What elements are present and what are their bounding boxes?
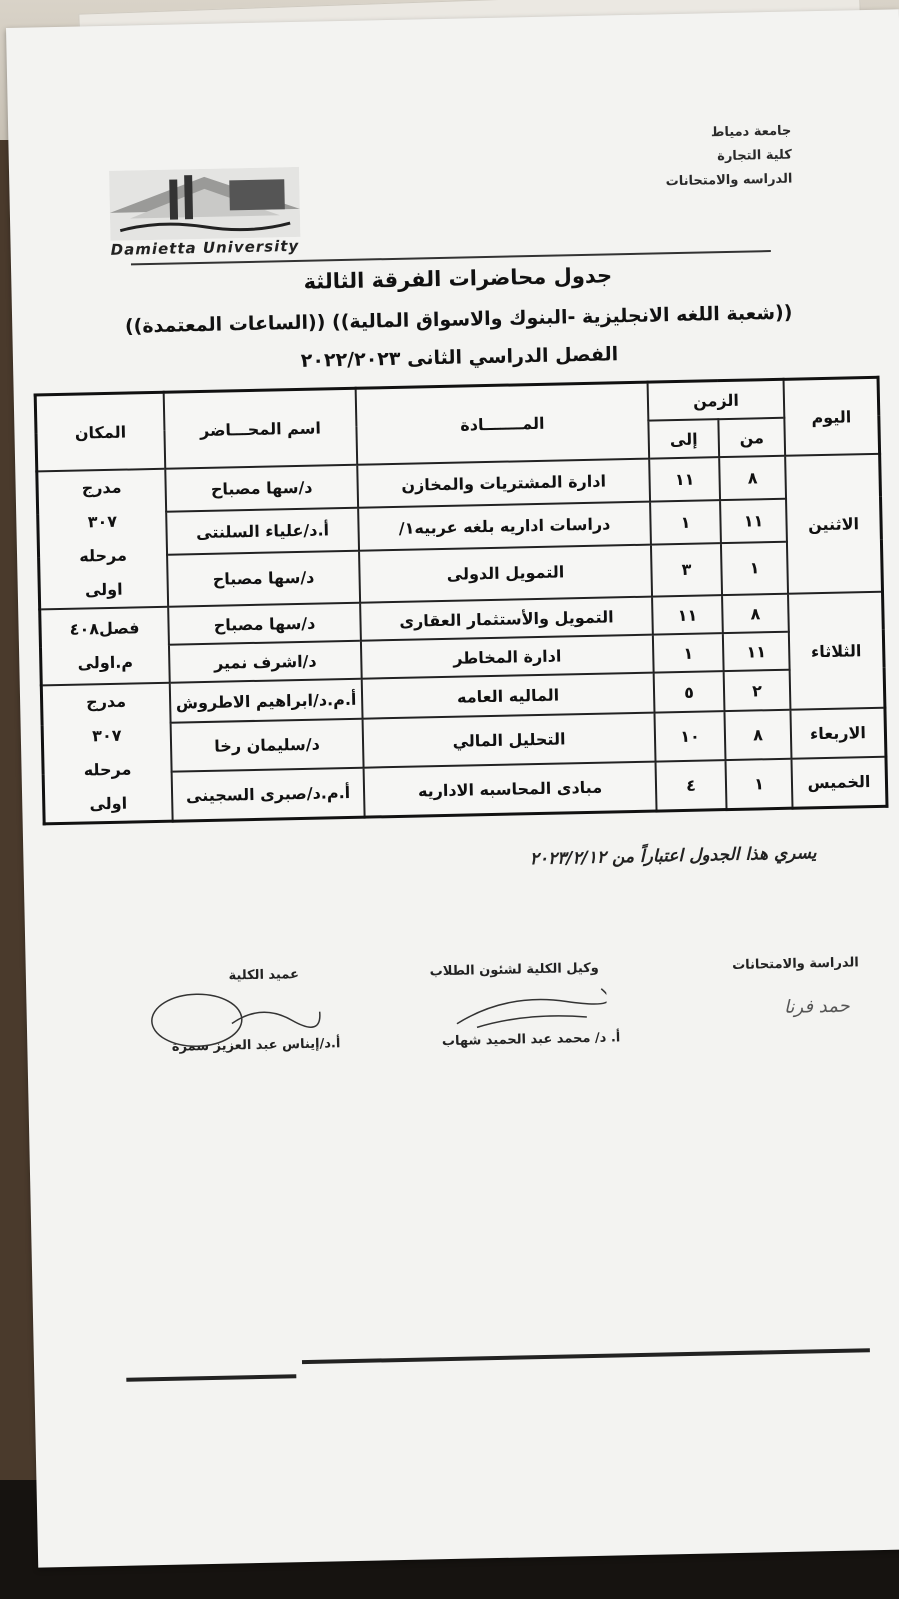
day-cell-wednesday: الاربعاء <box>790 708 886 759</box>
subject-cell: دراسات اداريه بلغه عربيه١/ <box>358 502 651 551</box>
day-cell-tuesday: الثلاثاء <box>788 592 885 710</box>
subject-cell: التمويل والأستثمار العقارى <box>360 597 653 641</box>
subject-cell: ادارة المخاطر <box>361 635 654 679</box>
exams-dept-title: الدراسة والامتحانات <box>731 955 859 973</box>
place-line: فصل٤٠٨ <box>69 618 140 639</box>
subject-cell: الماليه العامه <box>362 673 655 719</box>
subject-cell: مبادى المحاسبه الاداريه <box>364 762 657 817</box>
col-to: إلى <box>648 419 719 458</box>
faculty-name: كلية التجارة <box>717 147 792 165</box>
col-place: المكان <box>35 392 165 471</box>
exams-signature: حمد فرنا <box>783 995 850 1018</box>
place-line: اولى <box>89 793 128 814</box>
place-line: مرحله <box>83 759 132 780</box>
from-cell: ٢ <box>724 670 791 712</box>
from-cell: ٨ <box>719 456 786 500</box>
schedule-title: جدول محاضرات الفرقة الثالثة <box>303 263 613 294</box>
institution-block <box>664 120 792 195</box>
col-time: الزمن <box>648 379 785 420</box>
place-cell-tuesday <box>40 607 170 686</box>
lecturer-cell: د/سها مصباح <box>168 603 361 645</box>
vice-dean-name: أ. د/ محمد عبد الحميد شهاب <box>441 1030 621 1050</box>
place-line: مدرج <box>81 477 122 498</box>
department-name: الدراسه والامتحانات <box>665 171 793 190</box>
col-subject: المـــــــادة <box>356 382 650 465</box>
vice-dean-signature-icon <box>446 981 607 1034</box>
subject-cell: التحليل المالي <box>363 713 656 768</box>
schedule-table <box>34 376 889 826</box>
dean-name: أ.د/إيناس عبد العزيز سمرة <box>171 1036 341 1055</box>
to-cell: ٤ <box>656 760 727 811</box>
to-cell: ٥ <box>654 671 725 713</box>
lecturer-cell: أ.د/علياء السلنتى <box>166 508 359 555</box>
col-lecturer: اسم المحـــاضر <box>164 388 358 469</box>
validity-note: يسري هذا الجدول اعتباراً من ٢٠٢٣/٢/١٢ <box>529 843 817 870</box>
logo-building-icon <box>109 167 300 241</box>
from-cell: ٨ <box>724 710 791 760</box>
lecturer-cell: أ.م.د/صبرى السجينى <box>172 768 365 821</box>
lecturer-cell: د/سها مصباح <box>165 465 358 512</box>
from-cell: ١١ <box>720 499 787 543</box>
vice-dean-title: وكيل الكلية لشئون الطلاب <box>429 960 599 980</box>
to-cell: ١ <box>653 633 724 672</box>
university-name: جامعة دمياط <box>710 123 792 141</box>
footer-rule-right <box>302 1348 870 1364</box>
university-logo <box>109 167 301 261</box>
subject-cell: التمويل الدولى <box>359 545 652 603</box>
to-cell: ٣ <box>651 543 722 597</box>
day-cell-thursday: الخميس <box>791 757 887 808</box>
col-from: من <box>718 418 785 457</box>
to-cell: ١ <box>650 500 721 544</box>
schedule-subtitle: ((شعبة اللغه الانجليزية -البنوك والاسواق المالية)) ((الساعات المعتمدة)) <box>124 301 793 338</box>
place-line: ٣٠٧ <box>87 511 118 532</box>
lecturer-cell: د/سها مصباح <box>167 551 360 607</box>
place-line: مدرج <box>85 691 127 712</box>
lecturer-cell: د/اشرف نمير <box>169 641 362 683</box>
footer-rule-left <box>126 1374 296 1382</box>
semester-title: الفصل الدراسي الثانى ٢٠٢٢/٢٠٢٣ <box>300 343 619 372</box>
place-line: ٣٠٧ <box>91 725 122 746</box>
to-cell: ١٠ <box>654 711 725 761</box>
place-cell-wed-thu <box>41 683 172 824</box>
day-cell-monday: الاثنين <box>785 454 882 594</box>
place-line: مرحله <box>79 545 128 566</box>
place-line: م.اولى <box>77 652 134 673</box>
logo-caption: Damietta University <box>110 236 300 259</box>
dean-signature-icon <box>141 982 322 1056</box>
to-cell: ١١ <box>652 595 723 634</box>
place-line: اولى <box>84 579 123 600</box>
from-cell: ١ <box>725 759 792 810</box>
from-cell: ٨ <box>722 594 789 633</box>
lecturer-cell: د/سليمان رخا <box>171 719 364 772</box>
col-day: اليوم <box>784 377 880 455</box>
from-cell: ١١ <box>723 632 790 671</box>
subject-cell: ادارة المشتريات والمخازن <box>357 459 650 508</box>
dean-title: عميد الكلية <box>228 967 300 984</box>
schedule-document <box>6 9 899 1567</box>
to-cell: ١١ <box>649 457 720 501</box>
lecturer-cell: أ.م.د/ابراهيم الاطروش <box>170 679 363 723</box>
from-cell: ١ <box>721 542 788 595</box>
place-cell-monday <box>37 469 168 610</box>
